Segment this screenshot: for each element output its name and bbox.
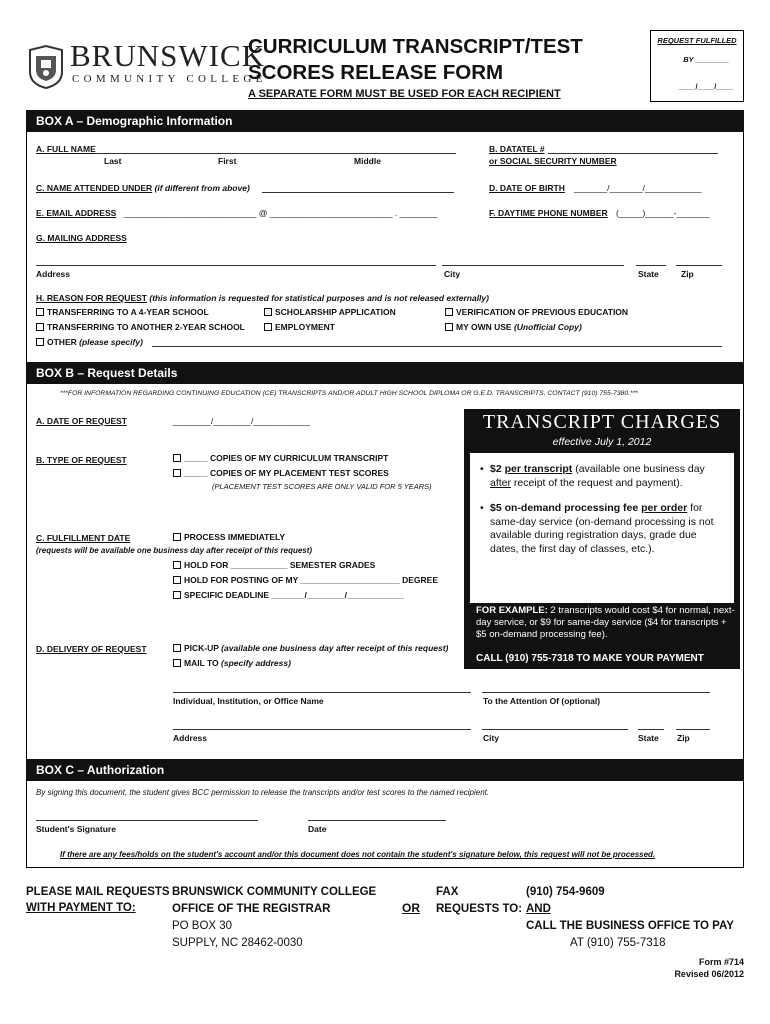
test-score-copies-checkbox[interactable]: _____ COPIES OF MY PLACEMENT TEST SCORES <box>173 468 389 478</box>
charge-on-demand: • $5 on-demand processing fee per order for same-day service (on-demand processing is not available during registration days, grade due dates, the first day of classes, etc.). <box>490 502 726 556</box>
reason-label: H. REASON FOR REQUEST (this information is requested for statistical purposes and is not released externally) <box>36 293 489 303</box>
zip-caption: Zip <box>681 269 694 279</box>
email-field[interactable]: ____________________________ @ __________________________ . ________ <box>124 208 438 218</box>
name-attended-label: C. NAME ATTENDED UNDER (if different from above) <box>36 183 250 193</box>
reason-other-checkbox[interactable]: OTHER (please specify) <box>36 337 143 347</box>
reason-other-field[interactable] <box>152 346 722 347</box>
mailing-address-label: G. MAILING ADDRESS <box>36 233 127 243</box>
signature-caption: Student's Signature <box>36 824 116 834</box>
mailing-state-field[interactable] <box>636 265 666 266</box>
datatel-label: B. DATATEL # <box>489 144 545 154</box>
payment-phone-note: CALL (910) 755-7318 TO MAKE YOUR PAYMENT <box>476 653 704 664</box>
logo-wordmark: BRUNSWICK <box>70 38 266 73</box>
type-of-request-label: B. TYPE OF REQUEST <box>36 455 127 465</box>
form-subtitle: A SEPARATE FORM MUST BE USED FOR EACH RECIPIENT <box>248 88 561 100</box>
form-title: CURRICULUM TRANSCRIPT/TEST SCORES RELEASE FORM <box>248 35 583 84</box>
college-seal-logo <box>26 44 66 90</box>
ssn-label: or SOCIAL SECURITY NUMBER <box>489 156 617 166</box>
hold-semester-grades-checkbox[interactable]: HOLD FOR ____________ SEMESTER GRADES <box>173 560 375 570</box>
date-of-request-field[interactable]: ________/________/____________ <box>173 416 311 426</box>
logo-subtitle: COMMUNITY COLLEGE <box>72 73 267 85</box>
transcript-charges-panel <box>464 409 740 669</box>
process-immediately-checkbox[interactable]: PROCESS IMMEDIATELY <box>173 532 285 542</box>
attention-field[interactable] <box>482 692 710 693</box>
middle-name-caption: Middle <box>354 156 381 166</box>
fulfillment-date-label: C. FULFILLMENT DATE <box>36 533 131 543</box>
recipient-city-field[interactable] <box>482 729 628 730</box>
fax-instructions: FAX REQUESTS TO: <box>436 886 523 915</box>
recipient-name-caption: Individual, Institution, or Office Name <box>173 696 324 706</box>
city-caption: City <box>444 269 461 279</box>
recipient-address-caption: Address <box>173 733 208 743</box>
box-a-heading: BOX A – Demographic Information <box>26 110 744 132</box>
signature-date-field[interactable] <box>308 820 446 821</box>
recipient-state-field[interactable] <box>638 729 664 730</box>
charges-title: TRANSCRIPT CHARGES <box>482 411 722 433</box>
charges-details <box>470 453 734 603</box>
transcript-copies-checkbox[interactable]: _____ COPIES OF MY CURRICULUM TRANSCRIPT <box>173 453 388 463</box>
dob-label: D. DATE OF BIRTH <box>489 183 565 193</box>
address-caption: Address <box>36 269 71 279</box>
placement-validity-note: (PLACEMENT TEST SCORES ARE ONLY VALID FOR 5 YEARS) <box>212 482 432 491</box>
dob-field[interactable]: _______/_______/____________ <box>574 183 702 193</box>
recipient-address-field[interactable] <box>173 729 471 730</box>
recipient-city-caption: City <box>483 733 500 743</box>
reason-scholarship-checkbox[interactable]: SCHOLARSHIP APPLICATION <box>264 307 396 317</box>
reason-employment-checkbox[interactable]: EMPLOYMENT <box>264 322 335 332</box>
attention-caption: To the Attention Of (optional) <box>483 696 601 706</box>
box-c-heading: BOX C – Authorization <box>26 759 744 781</box>
delivery-label: D. DELIVERY OF REQUEST <box>36 644 147 654</box>
recipient-state-caption: State <box>638 733 659 743</box>
recipient-name-field[interactable] <box>173 692 471 693</box>
ce-transcripts-note: ***FOR INFORMATION REGARDING CONTINUING EDUCATION (CE) TRANSCRIPTS AND/OR ADULT HIGH SCHOOL DIPLOMA OR G.E.D. TRANSCRIPTS, CONTACT (910) 755-7380.*** <box>60 390 638 397</box>
mailing-zip-field[interactable] <box>676 265 722 266</box>
charge-per-transcript: • $2 per transcript (available one business day after receipt of the request and payment). <box>490 463 726 490</box>
authorization-note: By signing this document, the student gives BCC permission to release the transcripts and/or test scores to the named recipient. <box>36 788 490 797</box>
mail-instructions: PLEASE MAIL REQUESTS WITH PAYMENT TO: <box>26 886 170 914</box>
full-name-field[interactable] <box>96 153 456 154</box>
specific-deadline-checkbox[interactable]: SPECIFIC DEADLINE _______/________/____________ <box>173 590 404 600</box>
reason-4year-checkbox[interactable]: TRANSFERRING TO A 4-YEAR SCHOOL <box>36 307 209 317</box>
mailing-city-field[interactable] <box>442 265 624 266</box>
first-name-caption: First <box>218 156 237 166</box>
request-fulfilled-box: REQUEST FULFILLED BY ________ ____/____/____ <box>650 30 744 102</box>
signature-date-caption: Date <box>308 824 327 834</box>
mail-to-checkbox[interactable]: MAIL TO (specify address) <box>173 658 291 668</box>
last-name-caption: Last <box>104 156 122 166</box>
signature-field[interactable] <box>36 820 258 821</box>
date-of-request-label: A. DATE OF REQUEST <box>36 416 127 426</box>
full-name-label: A. FULL NAME <box>36 144 96 154</box>
phone-field[interactable]: (_____)______-_______ <box>616 208 710 218</box>
name-attended-field[interactable] <box>262 192 454 193</box>
state-caption: State <box>638 269 659 279</box>
recipient-zip-caption: Zip <box>677 733 690 743</box>
charges-effective-date: effective July 1, 2012 <box>552 436 652 448</box>
charges-example: FOR EXAMPLE: 2 transcripts would cost $4 for normal, next-day service, or $9 for same-day service ($4 for transcripts + $5 on-demand processing fee). <box>476 605 735 640</box>
pickup-checkbox[interactable]: PICK-UP (available one business day after receipt of this request) <box>173 643 448 653</box>
processing-warning: If there are any fees/holds on the student's account and/or this document does not contain the student's signature below, this request will not be processed. <box>60 850 656 859</box>
form-number: Form #714 Revised 06/2012 <box>674 957 744 979</box>
box-b-heading: BOX B – Request Details <box>26 362 744 384</box>
fax-and-payment-info: (910) 754-9609 AND CALL THE BUSINESS OFFICE TO PAY AT (910) 755-7318 <box>526 886 734 949</box>
reason-own-use-checkbox[interactable]: MY OWN USE (Unofficial Copy) <box>445 322 582 332</box>
hold-degree-posting-checkbox[interactable]: HOLD FOR POSTING OF MY _____________________ DEGREE <box>173 575 438 585</box>
college-mailing-address: BRUNSWICK COMMUNITY COLLEGE OFFICE OF THE REGISTRAR PO BOX 30 SUPPLY, NC 28462-0030 <box>172 886 377 949</box>
mailing-address-field[interactable] <box>36 265 436 266</box>
recipient-zip-field[interactable] <box>676 729 710 730</box>
email-label: E. EMAIL ADDRESS <box>36 208 117 218</box>
phone-label: F. DAYTIME PHONE NUMBER <box>489 208 608 218</box>
datatel-field[interactable] <box>548 153 718 154</box>
fulfillment-note: (requests will be available one business day after receipt of this request) <box>36 546 313 555</box>
reason-2year-checkbox[interactable]: TRANSFERRING TO ANOTHER 2-YEAR SCHOOL <box>36 322 245 332</box>
or-divider: OR <box>402 901 420 915</box>
reason-verification-checkbox[interactable]: VERIFICATION OF PREVIOUS EDUCATION <box>445 307 628 317</box>
